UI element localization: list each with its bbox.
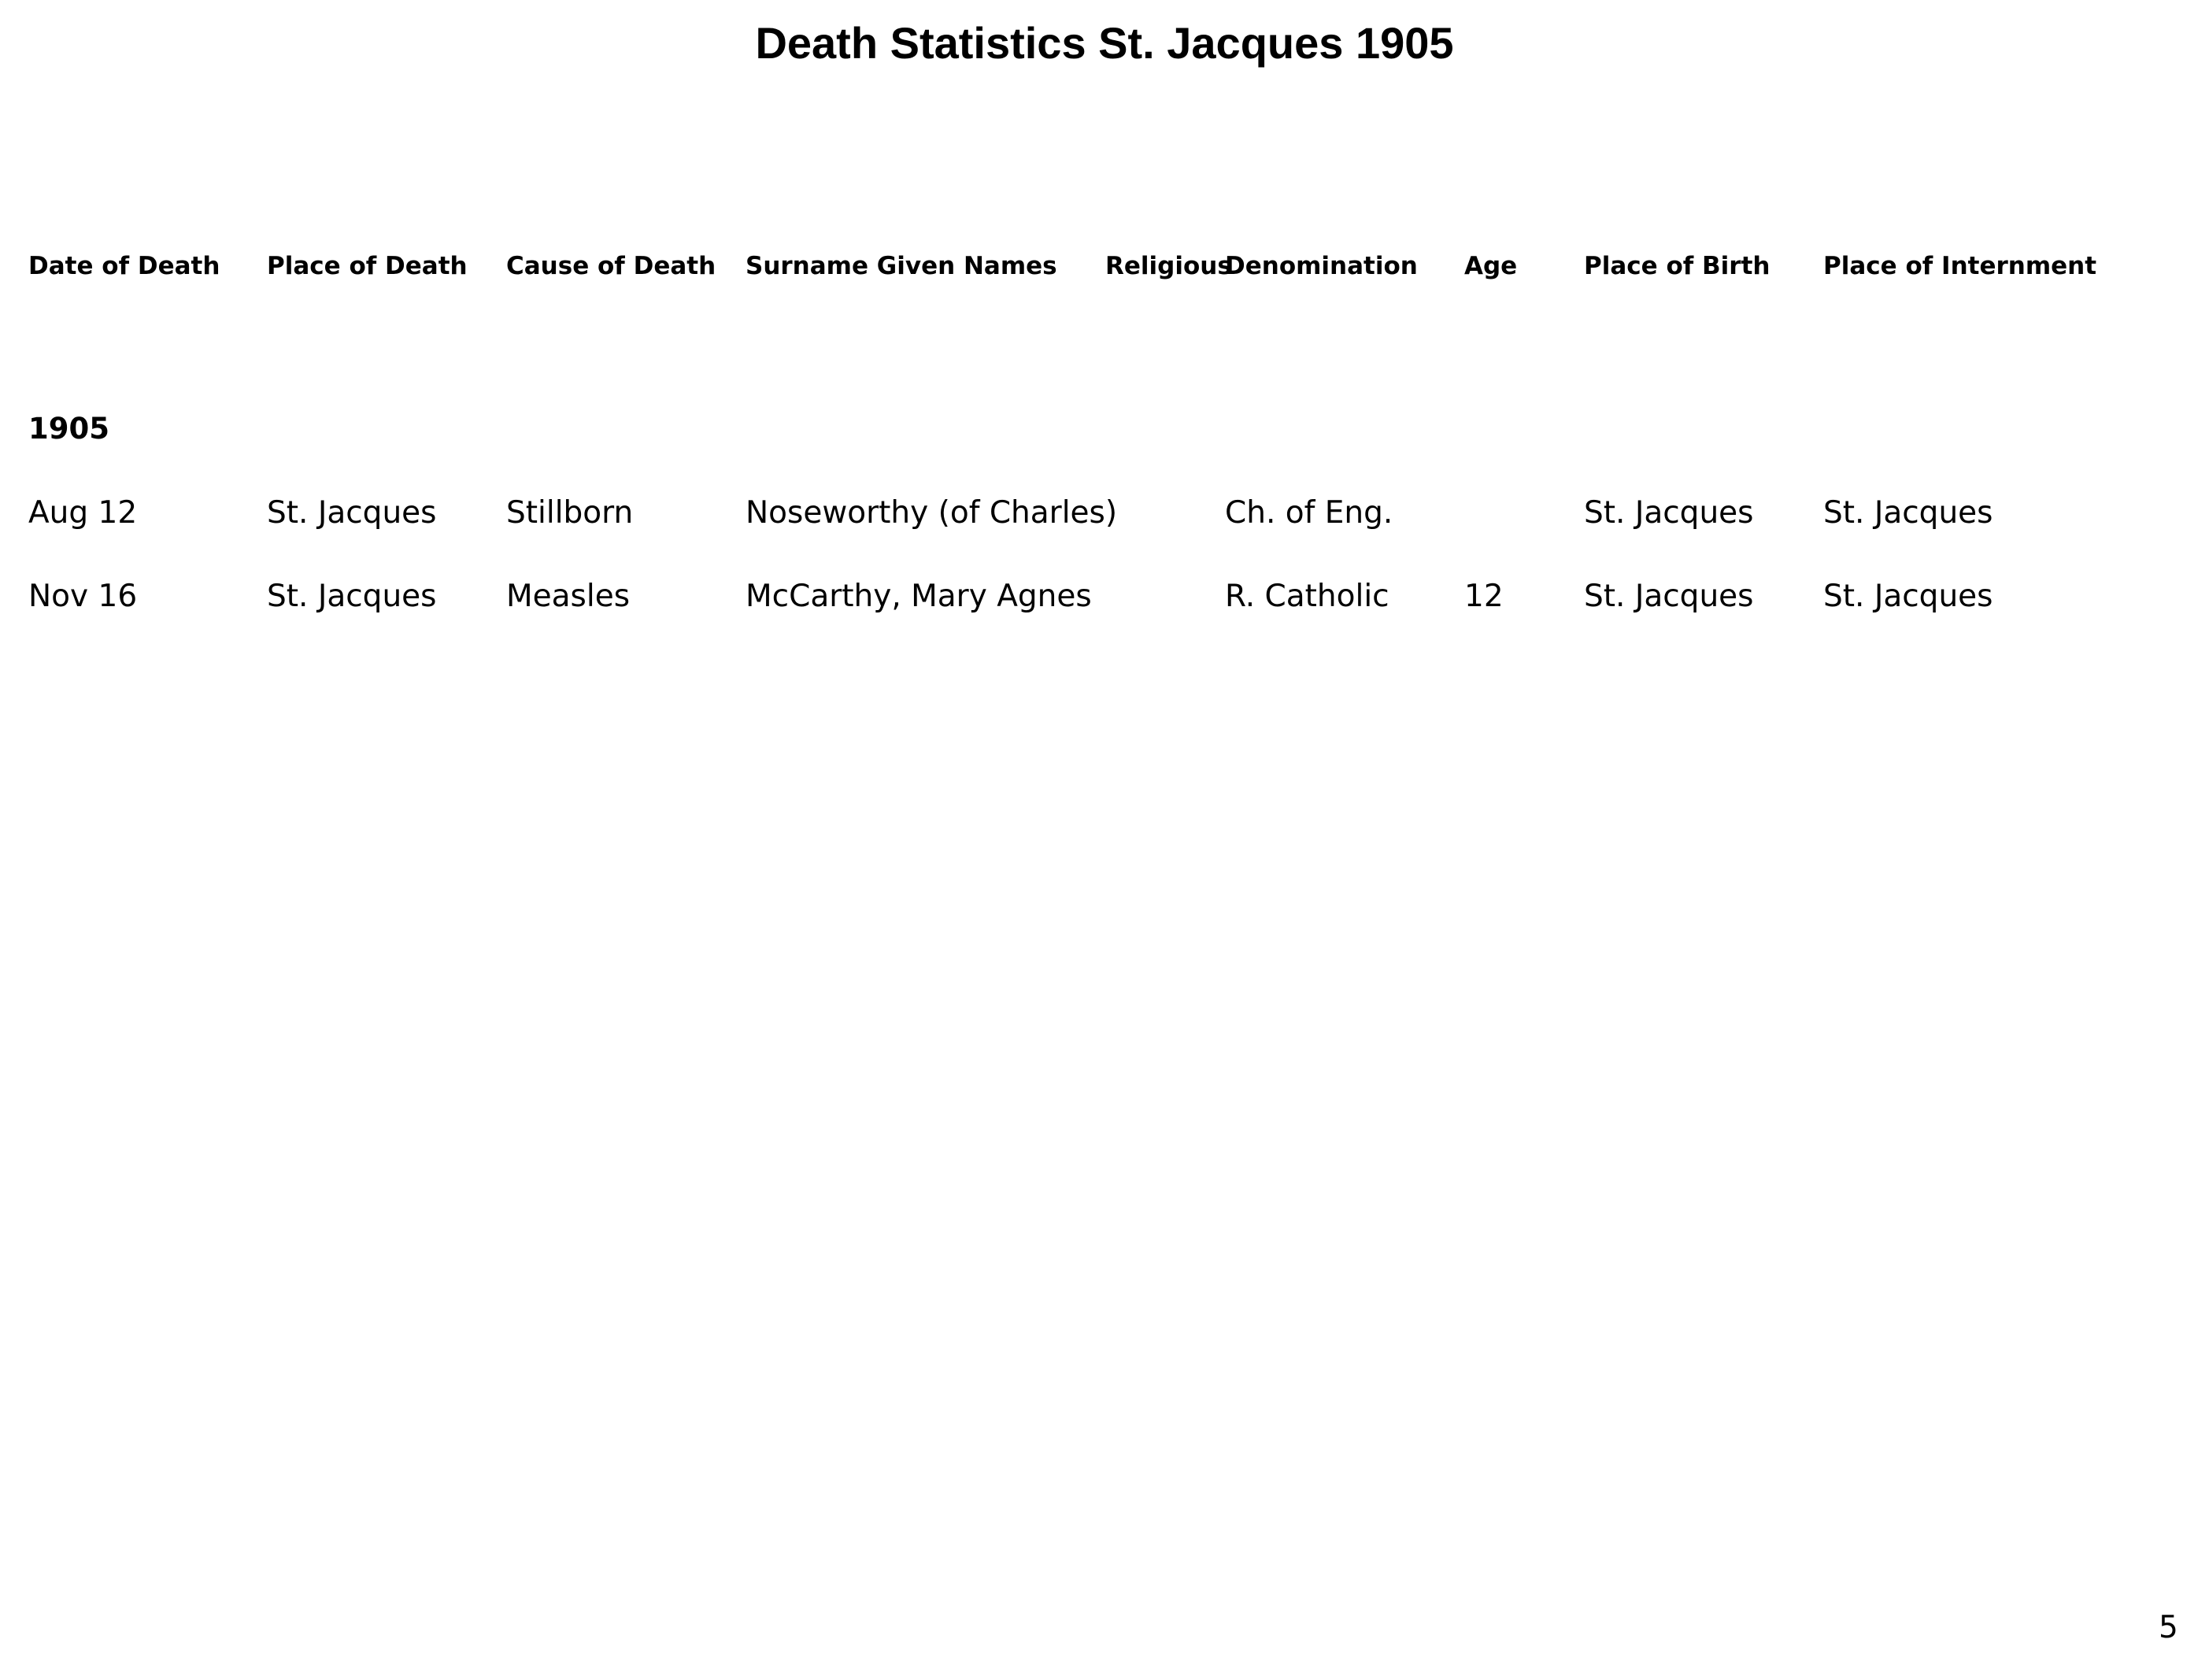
cell-age: 12	[1464, 579, 1504, 614]
column-header-cause-of-death: Cause of Death	[506, 252, 716, 280]
cell-place-of-death: St. Jacques	[267, 495, 437, 531]
cell-place-of-birth: St. Jacques	[1584, 495, 1754, 531]
column-header-place-of-death: Place of Death	[267, 252, 468, 280]
page-title: Death Statistics St. Jacques 1905	[755, 18, 1454, 68]
column-header-name: Surname Given Names	[746, 252, 1057, 280]
cell-place-of-death: St. Jacques	[267, 579, 437, 614]
page-number: 5	[2159, 1610, 2178, 1645]
cell-cause-of-death: Measles	[506, 579, 631, 614]
column-header-date-of-death: Date of Death	[28, 252, 220, 280]
cell-place-of-internment: St. Jacques	[1823, 579, 1993, 614]
cell-denomination: Ch. of Eng.	[1225, 495, 1393, 531]
cell-date: Aug 12	[28, 495, 138, 531]
column-header-place-of-birth: Place of Birth	[1584, 252, 1771, 280]
cell-cause-of-death: Stillborn	[506, 495, 634, 531]
cell-place-of-birth: St. Jacques	[1584, 579, 1754, 614]
cell-denomination: R. Catholic	[1225, 579, 1389, 614]
column-header-denomination: Denomination	[1225, 252, 1418, 280]
year-group-heading: 1905	[28, 412, 109, 446]
cell-date: Nov 16	[28, 579, 138, 614]
cell-place-of-internment: St. Jacques	[1823, 495, 1993, 531]
cell-name: Noseworthy (of Charles)	[746, 495, 1118, 531]
column-header-religious: Religious	[1105, 252, 1232, 280]
column-header-place-of-internment: Place of Internment	[1823, 252, 2097, 280]
column-header-age: Age	[1464, 252, 1518, 280]
cell-name: McCarthy, Mary Agnes	[746, 579, 1092, 614]
